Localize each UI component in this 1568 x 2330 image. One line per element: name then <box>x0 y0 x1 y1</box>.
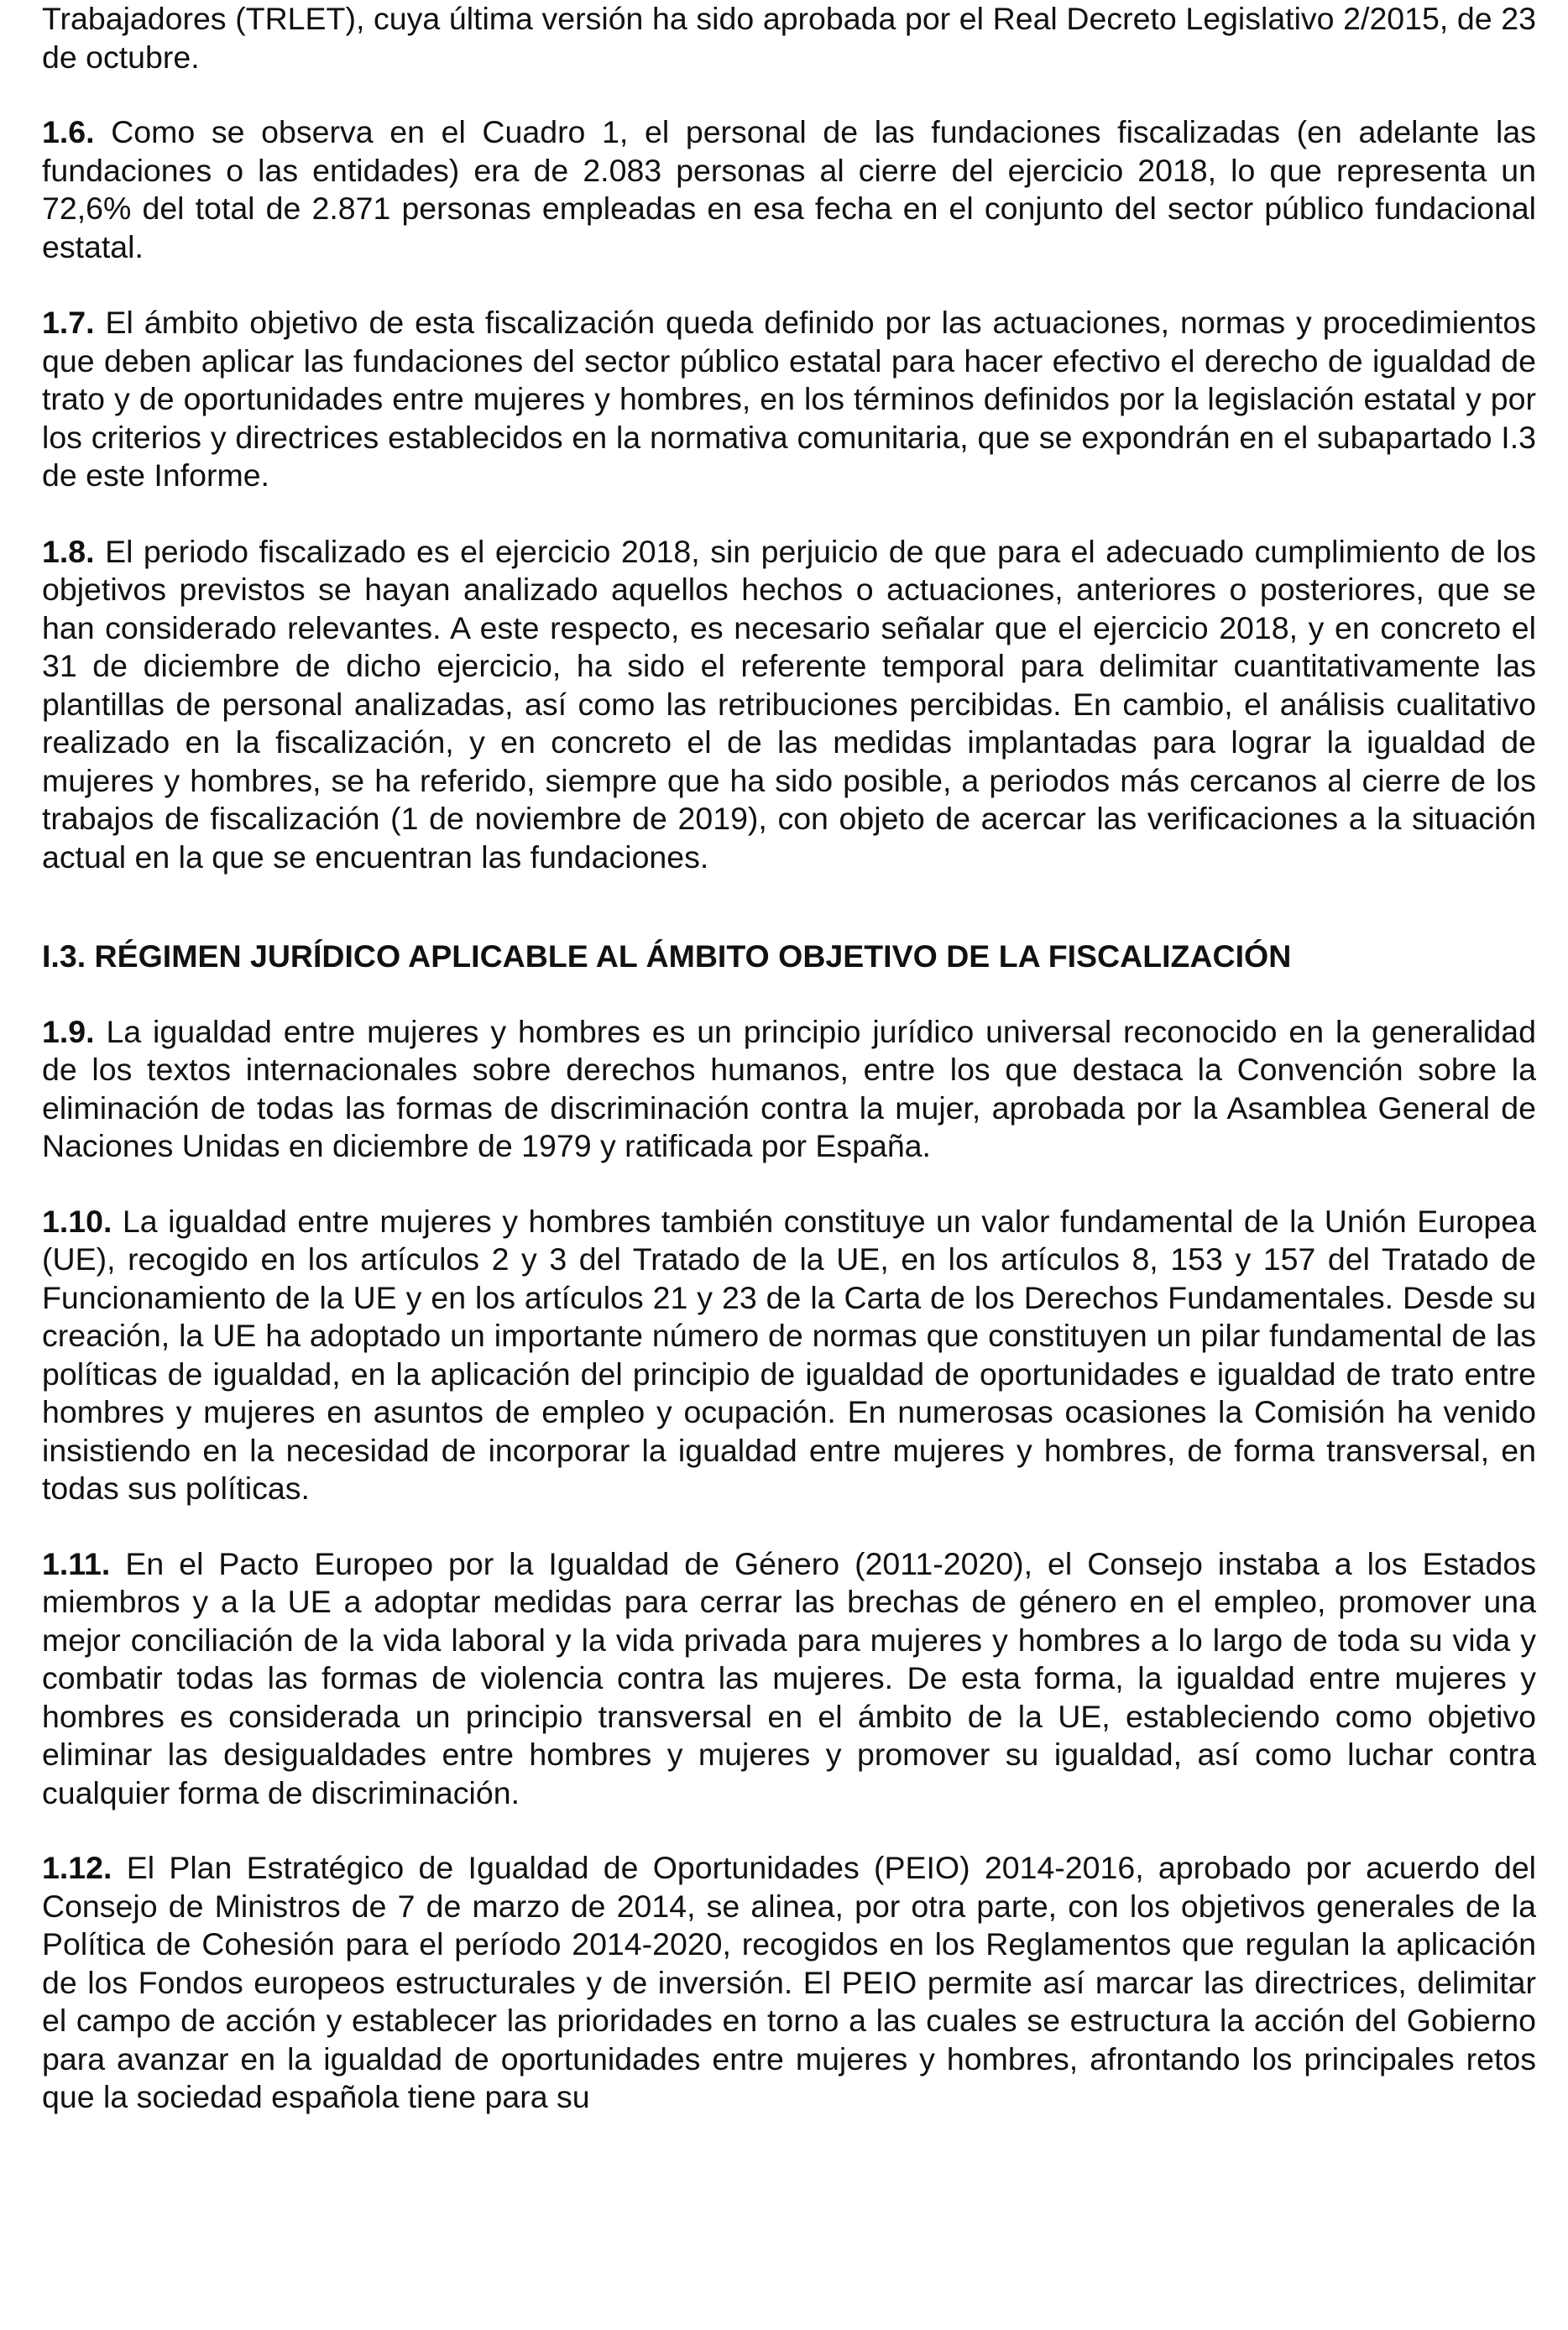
paragraph-number: 1.6. <box>42 114 95 149</box>
paragraph-text: El periodo fiscalizado es el ejercicio 2018, sin perjuicio de que para el adecuado cumplimiento de los objetivos previstos se hayan analizado aquellos hechos o actuaciones, anteriores o posteriores, que se han considerado relevantes. A este respecto, es necesario señalar que el ejercicio 2018, y en concreto el 31 de diciembre de dicho ejercicio, ha sido el referente temporal para delimitar cuantitativamente las plantillas de personal analizadas, así como las retribuciones percibidas. En cambio, el análisis cualitativo realizado en la fiscalización, y en concreto el de las medidas implantadas para lograr la igualdad de mujeres y hombres, se ha referido, siempre que ha sido posible, a periodos más cercanos al cierre de los trabajos de fiscalización (1 de noviembre de 2019), con objeto de acercar las verificaciones a la situación actual en la que se encuentran las fundaciones. <box>42 533 1537 875</box>
paragraph-1-9 <box>42 1013 1536 1166</box>
document-page <box>42 0 1536 2117</box>
paragraph-text: La igualdad entre mujeres y hombres también constituye un valor fundamental de la Unión Europea (UE), recogido en los artículos 2 y 3 del Tratado de la UE, en los artículos 8, 153 y 157 del Tratado de Funcionamiento de la UE y en los artículos 21 y 23 de la Carta de los Derechos Fundamentales. Desde su creación, la UE ha adoptado un importante número de normas que constituyen un pilar fundamental de las políticas de igualdad, en la aplicación del principio de igualdad de oportunidades e igualdad de trato entre hombres y mujeres en asuntos de empleo y ocupación. En numerosas ocasiones la Comisión ha venido insistiendo en la necesidad de incorporar la igualdad entre mujeres y hombres, de forma transversal, en todas sus políticas. <box>42 1203 1537 1506</box>
paragraph-1-10 <box>42 1203 1536 1508</box>
paragraph-text: El ámbito objetivo de esta fiscalización queda definido por las actuaciones, normas y procedimientos que deben aplicar las fundaciones del sector público estatal para hacer efectivo el derecho de igualdad de trato y de oportunidades entre mujeres y hombres, en los términos definidos por la legislación estatal y por los criterios y directrices establecidos en la normativa comunitaria, que se expondrán en el subapartado I.3 de este Informe. <box>42 305 1536 493</box>
paragraph-1-7 <box>42 304 1536 495</box>
paragraph-1-6 <box>42 113 1536 266</box>
paragraph-text: El Plan Estratégico de Igualdad de Oportunidades (PEIO) 2014-2016, aprobado por acuerdo del Consejo de Ministros de 7 de marzo de 2014, se alinea, por otra parte, con los objetivos generales de la Política de Cohesión para el período 2014-2020, recogidos en los Reglamentos que regulan la aplicación de los Fondos europeos estructurales y de inversión. El PEIO permite así marcar las directrices, delimitar el campo de acción y establecer las prioridades en torno a las cuales se estructura la acción del Gobierno para avanzar en la igualdad de oportunidades entre mujeres y hombres, afrontando los principales retos que la sociedad española tiene para su <box>42 1850 1537 2114</box>
intro-paragraph: Trabajadores (TRLET), cuya última versión ha sido aprobada por el Real Decreto Legislativo 2/2015, de 23 de octubre. <box>42 1 1536 75</box>
paragraph-text: La igualdad entre mujeres y hombres es un principio jurídico universal reconocido en la generalidad de los textos internacionales sobre derechos humanos, entre los que destaca la Convención sobre la eliminación de todas las formas de discriminación contra la mujer, aprobada por la Asamblea General de Naciones Unidas en diciembre de 1979 y ratificada por España. <box>42 1013 1537 1163</box>
paragraph-text: En el Pacto Europeo por la Igualdad de Género (2011-2020), el Consejo instaba a los Estados miembros y a la UE a adoptar medidas para cerrar las brechas de género en el empleo, promover una mejor conciliación de la vida laboral y la vida privada para mujeres y hombres a lo largo de toda su vida y combatir todas las formas de violencia contra las mujeres. De esta forma, la igualdad entre mujeres y hombres es considerada un principio transversal en el ámbito de la UE, estableciendo como objetivo eliminar las desigualdades entre hombres y mujeres y promover su igualdad, así como luchar contra cualquier forma de discriminación. <box>42 1545 1536 1810</box>
paragraph-number: 1.7. <box>42 305 95 340</box>
paragraph-number: 1.10. <box>42 1203 112 1239</box>
paragraph-number: 1.11. <box>42 1545 111 1581</box>
paragraph-1-11 <box>42 1545 1536 1813</box>
section-heading: I.3. RÉGIMEN JURÍDICO APLICABLE AL ÁMBITO OBJETIVO DE LA FISCALIZACIÓN <box>42 938 1292 974</box>
paragraph-number: 1.12. <box>42 1850 112 1885</box>
paragraph-1-8 <box>42 533 1536 877</box>
paragraph-1-12 <box>42 1849 1536 2117</box>
paragraph-text: Como se observa en el Cuadro 1, el personal de las fundaciones fiscalizadas (en adelante las fundaciones o las entidades) era de 2.083 personas al cierre del ejercicio 2018, lo que representa un 72,6% del total de 2.871 personas empleadas en esa fecha en el conjunto del sector público fundacional estatal. <box>42 114 1536 264</box>
paragraph-number: 1.8. <box>42 533 95 569</box>
paragraph-number: 1.9. <box>42 1013 95 1049</box>
